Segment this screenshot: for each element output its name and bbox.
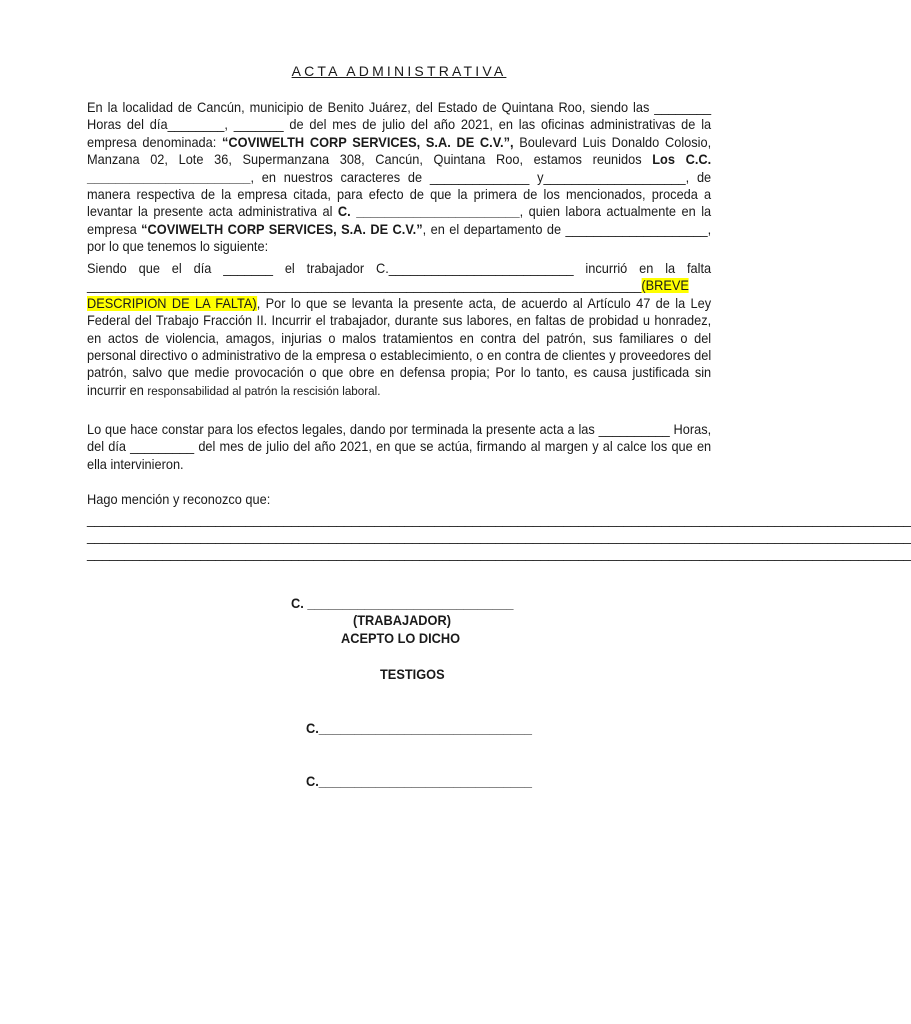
acknowledgement-line-1: _____________________________________________________________________________________________________________	[87, 512, 911, 527]
acknowledgement-line-3: _____________________________________________________________________________________________________________	[87, 546, 911, 561]
incident-text-b: , Por lo que se levanta la presente acta, de acuerdo al Artículo 47 de la Ley Federal del Trabajo Fracción II. Incurrir el trabajador, durante sus labores, en faltas de probidad u honradez, en actos de violencia, amagos, injurias o malos tratamientos en contra del patrón, sus familiares o del personal directivo o administrativo de la empresa o establecimiento, o en contra de clientes y proveedores del patrón, salvo que medie provocación o que obre en defensa propia; Por lo tanto, es causa justificada sin incurrir en	[87, 295, 712, 398]
intro-text-b: Boulevard Luis Donaldo Colosio, Manzana 02, Lote 36, Supermanzana 308, Cancún, Quintana Roo, estamos reunidos	[87, 134, 712, 168]
incident-text-c: responsabilidad al patrón la rescisión laboral.	[147, 383, 381, 398]
incident-text-a: Siendo que el día _______ el trabajador C.__________________________ incurrió en la falta ______________________________________________________________________________	[87, 261, 712, 294]
accept-label: ACEPTO LO DICHO	[341, 631, 461, 646]
witness-1-signature-line: C.______________________________	[306, 721, 532, 736]
worker-signature-line: C. _____________________________	[291, 596, 514, 611]
company-name-1: “COVIWELTH CORP SERVICES, S.A. DE C.V.”,	[222, 134, 514, 150]
witnesses-heading: TESTIGOS	[380, 667, 445, 682]
witness-2-signature-line: C.______________________________	[306, 774, 532, 789]
paragraph-closing: Lo que hace constar para los efectos legales, dando por terminada la presente acta a las __________ Horas, del día _________ del mes de julio del año 2021, en que se actúa, firmando al margen y al calce los que en ella intervinieron.	[87, 422, 712, 472]
intro-text-d: , quien labora actualmente en la empresa	[87, 204, 712, 237]
acknowledgement-line-2: _____________________________________________________________________________________________________________	[87, 529, 911, 544]
worker-blank: C. _______________________	[337, 204, 520, 220]
intro-text-a: En la localidad de Cancún, municipio de Benito Juárez, del Estado de Quintana Roo, siendo las ________ Horas del día________, _______ de del mes de julio del año 2021, en las oficinas administrativas de la empresa denominada:	[87, 100, 712, 150]
intro-text-c: , en nuestros caracteres de ______________ y____________________, de manera respectiva de la empresa citada, para efecto de que la primera de los mencionados, proceda a levantar la presente acta administrativa al	[87, 169, 712, 220]
paragraph-incident	[87, 260, 711, 400]
paragraph-intro	[87, 99, 711, 256]
paragraph-acknowledgement: Hago mención y reconozco que:	[87, 492, 271, 507]
company-name-2: “COVIWELTH CORP SERVICES, S.A. DE C.V.”	[141, 221, 423, 237]
worker-role-label: (TRABAJADOR)	[353, 613, 451, 628]
highlighted-placeholder: (BREVE DESCRIPION DE LA FALTA)	[87, 278, 689, 311]
intro-text-e: , en el departamento de ____________________, por lo que tenemos lo siguiente:	[87, 221, 712, 255]
attendees-blank: Los C.C. _______________________	[87, 152, 712, 185]
document-title: ACTA ADMINISTRATIVA	[291, 63, 507, 79]
